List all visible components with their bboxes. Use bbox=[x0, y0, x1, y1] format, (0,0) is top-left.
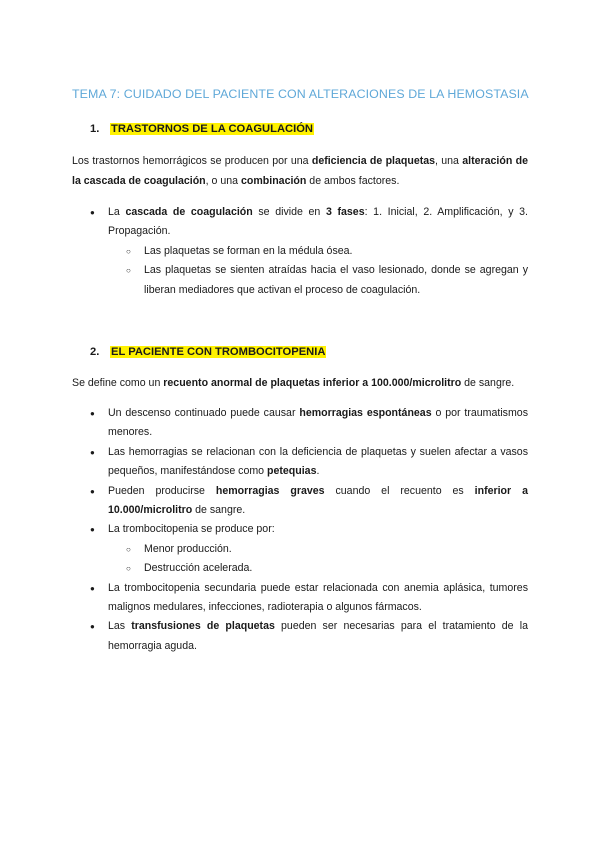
section1-list bbox=[90, 203, 528, 300]
section-number: 1. bbox=[90, 123, 100, 135]
sub-list-item: ○ Destrucción acelerada. bbox=[126, 559, 528, 578]
list-item: ● La trombocitopenia secundaria puede estar relacionada con anemia aplásica, tumores malignos medulares, infecciones, radioterapia o algunos fármacos. bbox=[90, 579, 528, 618]
section2-intro: Se define como un recuento anormal de plaquetas inferior a 100.000/microlitro de sangre. bbox=[72, 377, 515, 389]
list-item: ● Las hemorragias se relacionan con la deficiencia de plaquetas y suelen afectar a vasos pequeños, manifestándose como petequias. bbox=[90, 443, 528, 482]
list-item: ● Un descenso continuado puede causar hemorragias espontáneas o por traumatismos menores. bbox=[90, 404, 528, 443]
section2-list bbox=[90, 404, 528, 656]
sub-list-item: ○ Las plaquetas se forman en la médula ósea. bbox=[126, 242, 528, 261]
list-item: ● Las transfusiones de plaquetas pueden ser necesarias para el tratamiento de la hemorragia aguda. bbox=[90, 617, 528, 656]
section-title: TRASTORNOS DE LA COAGULACIÓN bbox=[111, 123, 313, 135]
section-title: EL PACIENTE CON TROMBOCITOPENIA bbox=[111, 346, 326, 358]
sub-list-item: ○ Menor producción. bbox=[126, 540, 528, 559]
list-item: ● Pueden producirse hemorragias graves cuando el recuento es inferior a 10.000/microlitro de sangre. bbox=[90, 482, 528, 521]
section-number: 2. bbox=[90, 346, 100, 358]
section-heading-1 bbox=[90, 123, 314, 135]
section1-intro: Los trastornos hemorrágicos se producen por una deficiencia de plaquetas, una alteración de la cascada de coagulación, o una combinación de ambos factores. bbox=[72, 155, 528, 187]
sub-list-item: ○ Las plaquetas se sienten atraídas hacia el vaso lesionado, donde se agregan y liberan mediadores que activan el proceso de coagulación. bbox=[126, 261, 528, 300]
list-item: ● La cascada de coagulación se divide en 3 fases: 1. Inicial, 2. Amplificación, y 3. Propagación. ○ Las plaquetas se forman en la médula ósea. ○ Las plaquetas se sienten atraídas hacia el vaso lesionado, donde se agregan y liberan mediadores que activan el proceso de coagulación. bbox=[90, 203, 528, 300]
list-item: ● La trombocitopenia se produce por: ○ Menor producción. ○ Destrucción acelerada. bbox=[90, 520, 528, 578]
sub-list bbox=[126, 242, 528, 300]
section-heading-2 bbox=[90, 346, 326, 358]
sub-list bbox=[126, 540, 528, 579]
document-title: TEMA 7: CUIDADO DEL PACIENTE CON ALTERACIONES DE LA HEMOSTASIA bbox=[72, 87, 529, 101]
